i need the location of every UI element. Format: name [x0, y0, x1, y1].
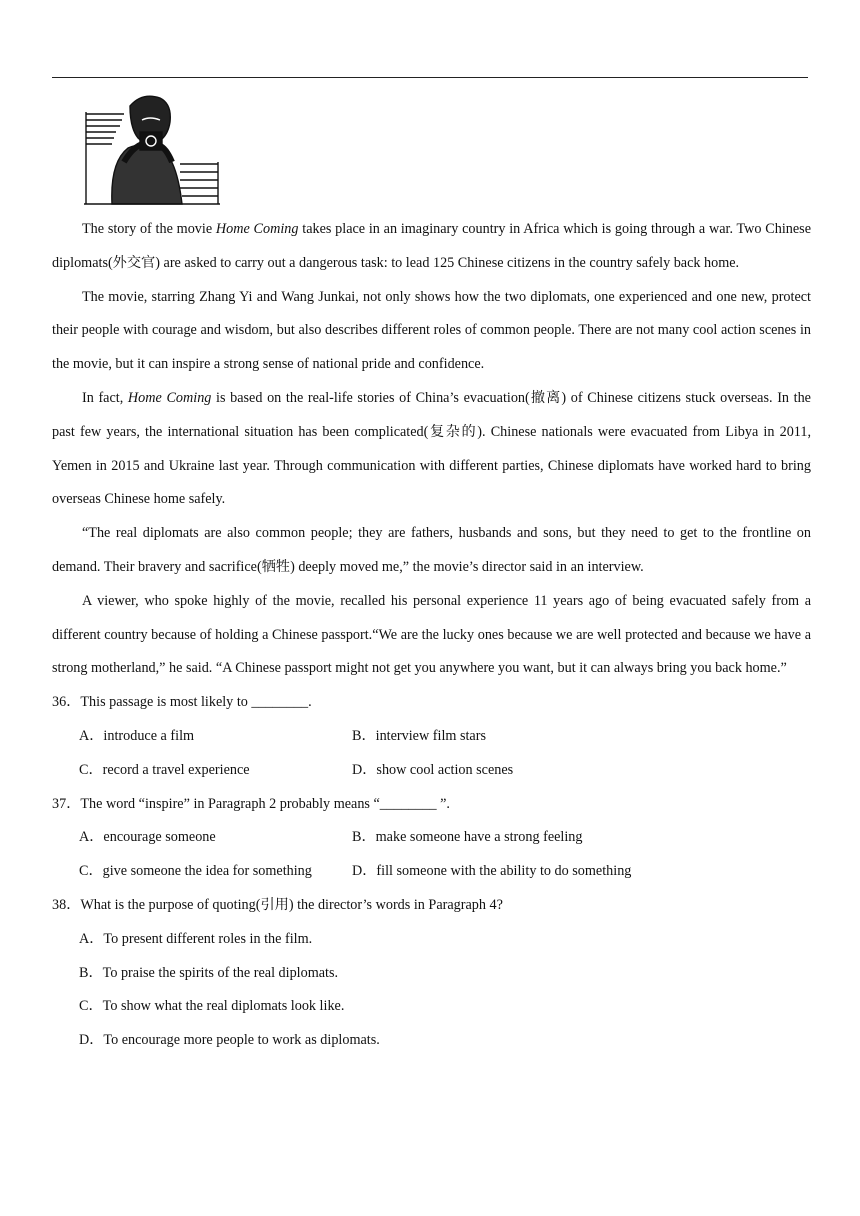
- option-d[interactable]: D．show cool action scenes: [352, 761, 514, 778]
- question-36-options-row-2: [52, 754, 811, 788]
- paragraph-4: “The real diplomats are also common people; they are fathers, husbands and sons, but they need to get to the frontline on demand. Their bravery and sacrifice(牺牲) deeply moved me,” the movie’s director said in an interview.: [52, 525, 811, 575]
- reading-passage: [52, 213, 811, 1058]
- option-a[interactable]: A．introduce a film: [79, 727, 195, 744]
- movie-title: Home Coming: [215, 221, 299, 237]
- question-37-options-row-1: [52, 821, 811, 855]
- option-a[interactable]: A．To present different roles in the film.: [79, 930, 313, 947]
- option-a[interactable]: A．encourage someone: [79, 829, 216, 846]
- option-d[interactable]: D．To encourage more people to work as diplomats.: [79, 1032, 380, 1049]
- question-36: 36．This passage is most likely to ________.: [52, 694, 312, 711]
- question-37: 37．The word “inspire” in Paragraph 2 probably means “________ ”.: [52, 795, 450, 812]
- photographer-illustration: [84, 92, 220, 208]
- header-rule: [52, 77, 808, 78]
- question-37-options-row-2: [52, 855, 811, 889]
- question-36-options-row-1: [52, 720, 811, 754]
- question-38: 38．What is the purpose of quoting(引用) the director’s words in Paragraph 4?: [52, 896, 503, 913]
- paragraph-1: The story of the movie Home Coming takes place in an imaginary country in Africa which is going through a war. Two Chinese diplomats(外交官) are asked to carry out a dangerous task: to lead 125 Chinese citizens in the country safely back home.: [52, 221, 811, 271]
- option-c[interactable]: C．record a travel experience: [79, 761, 250, 778]
- movie-title: Home Coming: [127, 389, 212, 406]
- paragraph-3: In fact, Home Coming is based on the real-life stories of China’s evacuation(撤离) of Chinese citizens stuck overseas. In the past few years, the international situation has been complicated(复杂的). Chinese nationals were evacuated from Libya in 2011, Yemen in 2015 and Ukraine last year. Through communication with different parties, Chinese diplomats have worked hard to bring overseas Chinese home safely.: [52, 389, 811, 508]
- paragraph-5: A viewer, who spoke highly of the movie, recalled his personal experience 11 years ago of being evacuated safely from a different country because of holding a Chinese passport.“We are the lucky ones because we are well protected and because we have a strong motherland,” he said. “A Chinese passport might not get you anywhere you want, but it can always bring you back home.”: [52, 592, 811, 677]
- option-b[interactable]: B．To praise the spirits of the real diplomats.: [79, 964, 339, 981]
- paragraph-2: The movie, starring Zhang Yi and Wang Junkai, not only shows how the two diplomats, one experienced and one new, protect their people with courage and wisdom, but also describes different roles of common people. There are not many cool action scenes in the movie, but it can inspire a strong sense of national pride and confidence.: [52, 288, 811, 373]
- option-c[interactable]: C．To show what the real diplomats look like.: [79, 998, 345, 1015]
- option-b[interactable]: B．make someone have a strong feeling: [352, 829, 583, 846]
- option-b[interactable]: B．interview film stars: [352, 727, 486, 744]
- option-d[interactable]: D．fill someone with the ability to do something: [352, 863, 632, 880]
- option-c[interactable]: C．give someone the idea for something: [79, 863, 312, 880]
